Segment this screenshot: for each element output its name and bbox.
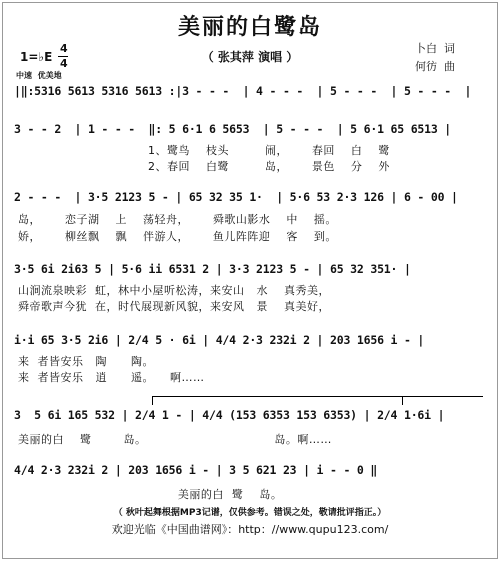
site-credit: 欢迎光临《中国曲谱网》：http：//www.qupu123.com/	[111, 523, 389, 536]
score-line-4-notes: 3·5 6i 2i63 5 | 5·6 ii 6531 2 | 3·3 2123 5 - | 65 32 351· |	[14, 262, 411, 276]
score-line-5-notes: i·i 65 3·5 2i6 | 2/4 5 · 6i | 4/4 2·3 232i 2 | 203 1656 i - |	[14, 333, 425, 347]
score-line-7-lyric-1: 美丽的白 鹭 岛。	[18, 488, 283, 501]
time-signature-denominator: 4	[60, 57, 68, 70]
volta-bracket-2	[402, 396, 483, 405]
time-signature-numerator: 4	[60, 42, 68, 55]
tempo-marking: 中速 优美地	[16, 71, 62, 80]
score-line-4-lyric-2: 舜帝歌声今犹 在，时代展现新风貌，来安风 景 真美好，	[18, 300, 330, 313]
score-line-7-notes: 4/4 2·3 232i 2 | 203 1656 i - | 3 5 621 23 | i - - 0 ‖	[14, 463, 378, 477]
score-line-6-notes: 3 5 6i 165 532 | 2/4 1 - | 4/4 (153 6353 153 6353) | 2/4 1·6i |	[14, 408, 445, 422]
key-signature: 1=♭E	[20, 50, 53, 64]
score-line-5-lyric-2: 来 者皆安乐 逍 遥。 啊……	[18, 371, 205, 384]
score-line-3-notes: 2 - - - | 3·5 2123 5 - | 65 32 35 1· | 5·6 53 2·3 126 | 6 - 00 |	[14, 190, 458, 204]
score-line-3-lyric-2: 娇， 柳丝飘 飘 伴游人， 鱼儿阵阵迎 客 到。	[18, 230, 337, 243]
score-line-1-notes: |‖:5316 5613 5316 5613 :|3 - - - | 4 - - - | 5 - - - | 5 - - - |	[14, 84, 472, 98]
lyricist-credit: 卜白 词	[415, 42, 455, 55]
singer-subtitle: （ 张其萍 演唱 ）	[201, 50, 299, 64]
score-line-6-lyric-1: 美丽的白 鹭 岛。 岛。啊……	[18, 433, 332, 446]
transcription-note: （ 秋叶起舞根据MP3记谱，仅供参考。错误之处，敬请批评指正。）	[113, 508, 387, 518]
composer-credit: 何彷 曲	[415, 60, 455, 73]
score-line-2-lyric-2: 2、春回 白鹭 岛， 景色 分 外	[148, 160, 390, 173]
score-line-5-lyric-1: 来 者皆安乐 陶 陶。	[18, 355, 154, 368]
score-line-2-lyric-1: 1、鹭鸟 枝头 闹， 春回 白 鹭	[148, 144, 390, 157]
score-line-4-lyric-1: 山涧流泉映彩 虹，林中小屋听松涛，来安山 水 真秀美，	[18, 284, 330, 297]
score-line-3-lyric-1: 岛， 恋子湖 上 荡轻舟， 舜歌山影水 中 摇。	[18, 213, 337, 226]
song-title: 美丽的白鹭岛	[177, 14, 322, 40]
score-line-2-notes: 3 - - 2 | 1 - - - ‖: 5 6·1 6 5653 | 5 - - - | 5 6·1 65 6513 |	[14, 122, 452, 136]
